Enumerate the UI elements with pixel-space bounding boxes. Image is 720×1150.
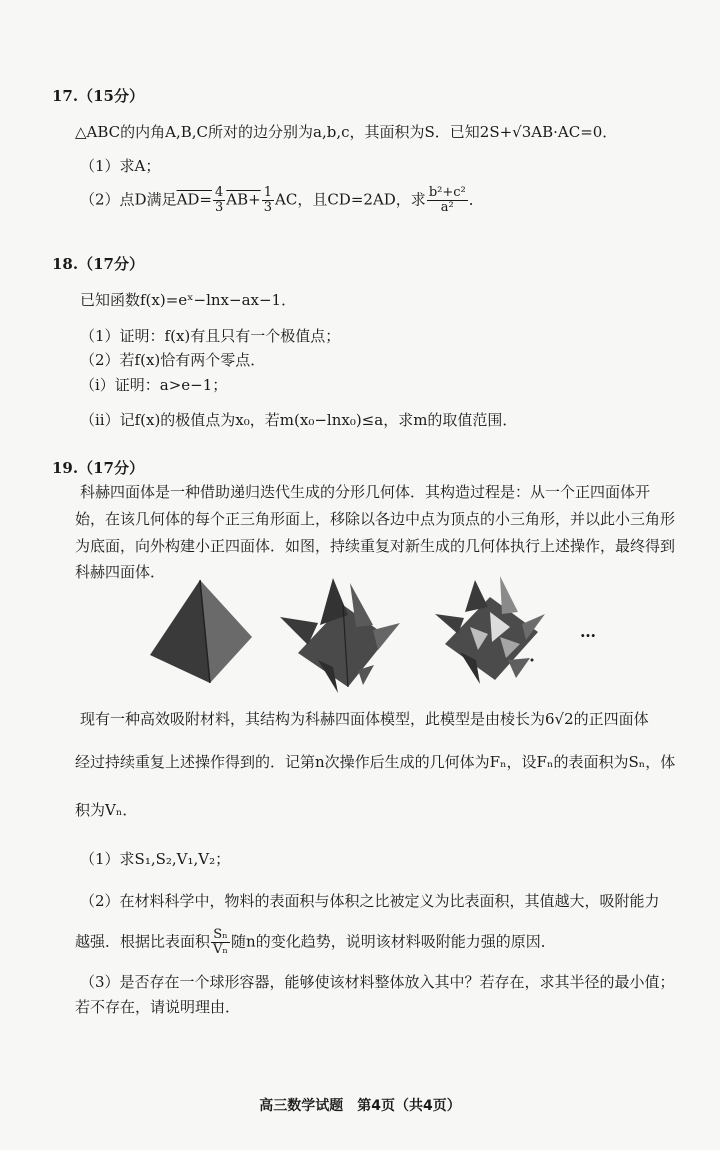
problem-19-intro-line-2: 始，在该几何体的每个正三角形面上，移除以各边中点为顶点的小三角形，并以此小三角形 — [75, 510, 676, 528]
problem-19-part-3-line-1: （3）是否存在一个球形容器，能够使该材料整体放入其中？若存在，求其半径的最小值； — [80, 973, 675, 991]
problem-19-intro-line-3: 为底面，向外构建小正四面体．如图，持续重复对新生成的几何体执行上述操作，最终得到 — [75, 537, 676, 555]
problem-18-part-2: （2）若f(x)恰有两个零点． — [80, 351, 266, 369]
problem-19-part-3-line-2: 若不存在，请说明理由． — [75, 998, 241, 1016]
problem-19-part-2-line-2: 越强．根据比表面积 $\frac{\text{Sₙ}}{\text{Vₙ}}$ 随n的变化趋势，说明该材料吸附能力强的原因． — [75, 927, 556, 957]
problem-19-heading: 19.（17分） — [52, 459, 144, 477]
tetrahedron-stage-0-figure — [140, 575, 260, 690]
fraction-1-3: $\frac{1}{3}$ — [263, 185, 273, 215]
problem-19-intro-line-1: 科赫四面体是一种借助递归迭代生成的分形几何体．其构造过程是：从一个正四面体开 — [80, 483, 651, 501]
fraction-4-3: $\frac{4}{3}$ — [215, 185, 224, 215]
page-footer: 高三数学试题 第4页（共4页） — [259, 1098, 461, 1114]
problem-18-part-2-ii: （ii）记f(x)的极值点为x₀，若m(x₀−lnx₀)≤a，求m的取值范围． — [80, 411, 518, 429]
fraction-sn-vn: $\frac{\text{Sₙ}}{\text{Vₙ}}$ — [213, 927, 229, 957]
problem-19-para-line-2: 经过持续重复上述操作得到的．记第n次操作后生成的几何体为Fₙ，设Fₙ的表面积为Sₙ，体 — [75, 753, 676, 771]
problem-17-part-1: （1）求A； — [80, 157, 161, 175]
fraction-b2c2-a2: $\frac{\text{b²+c²}}{\text{a²}}$ — [428, 185, 466, 215]
problem-19-para-line-3: 积为Vₙ． — [75, 801, 138, 819]
problem-17-stem: △ABC的内角A,B,C所对的边分别为a,b,c，其面积为S．已知2S+√3AB·AC=0． — [75, 123, 618, 141]
problem-18-part-2-i: （i）证明：a>e−1； — [80, 376, 228, 394]
problem-19-part-2-line-1: （2）在材料科学中，物料的表面积与体积之比被定义为比表面积，其值越大，吸附能力 — [80, 892, 660, 910]
problem-18-stem: 已知函数f(x)=eˣ−lnx−ax−1． — [80, 291, 297, 309]
problem-18-heading: 18.（17分） — [52, 255, 144, 273]
tetrahedron-stage-1-figure — [278, 575, 408, 695]
problem-19-para-line-1: 现有一种高效吸附材料，其结构为科赫四面体模型，此模型是由棱长为6√2的正四面体 — [80, 710, 649, 728]
problem-17-heading: 17.（15分） — [52, 87, 144, 105]
problem-19-part-1: （1）求S₁,S₂,V₁,V₂； — [80, 850, 231, 868]
problem-17-part-2: （2）点D满足AD= $\frac{4}{3}$ AB+ $\frac{1}{3}$ AC，且CD=2AD，求 $\frac{\text{b²+c²}}{\text{a²}}$ ． — [80, 185, 484, 215]
problem-18-part-1: （1）证明：f(x)有且只有一个极值点； — [80, 327, 341, 345]
tetrahedron-stage-2-figure — [430, 572, 550, 692]
figure-ellipsis: … — [580, 622, 596, 641]
problem-19-intro-line-4: 科赫四面体． — [75, 563, 166, 581]
